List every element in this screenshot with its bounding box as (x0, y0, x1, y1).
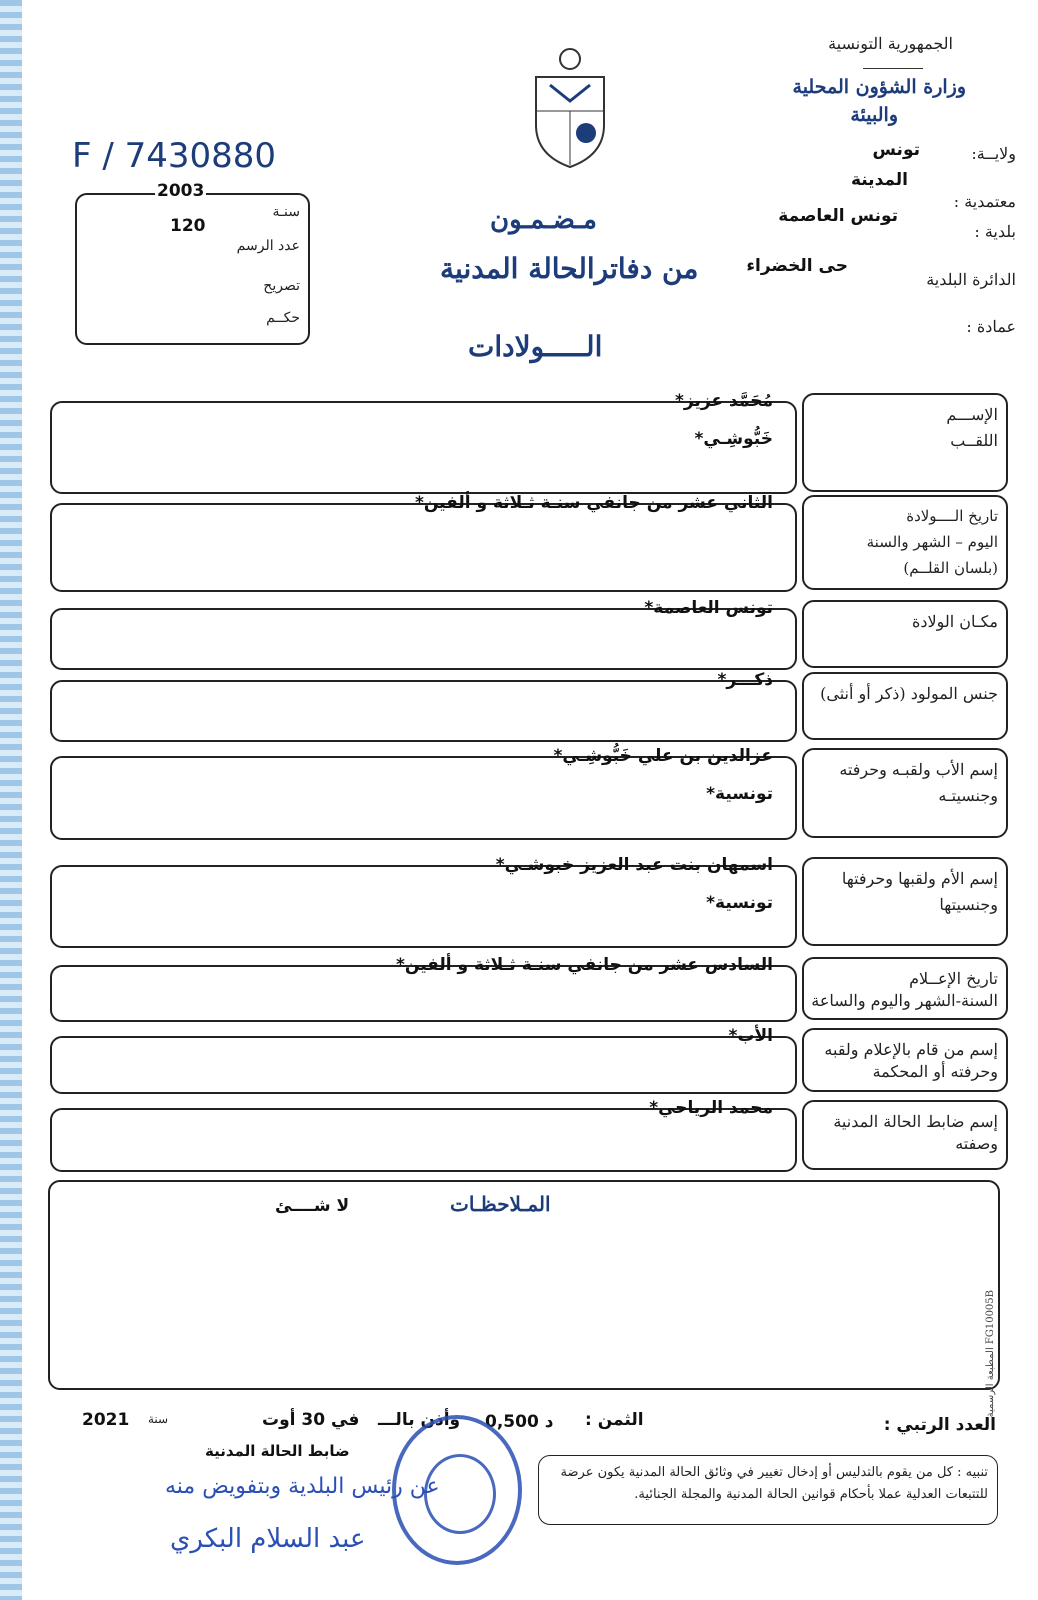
field-value: اسمهان بنت عبد العزيز خبوشـي* (495, 855, 773, 875)
delegation-stamp: عن رئيس البلدية وبتفويض منه (165, 1474, 440, 1499)
field-value-box (50, 401, 797, 494)
field-label: (بلسان القلــم) (903, 559, 998, 577)
price-value: 0,500 د (485, 1412, 554, 1432)
field-label: إسم من قام بالإعلام ولقبه (824, 1040, 998, 1059)
serial-number: F / 7430880 (72, 136, 277, 176)
title-line2: من دفاترالحالة المدنية (440, 252, 699, 285)
serial-no-label: العدد الرتبي : (883, 1415, 996, 1435)
daira-label: الدائرة البلدية (926, 270, 1016, 289)
field-value: تونسية* (706, 784, 773, 804)
field-value: ذكـــر* (717, 670, 773, 690)
field-label: وجنسيتـه (938, 786, 998, 805)
field-value: الثاني عشر من جانفي سنـة ثـلاثة و ألفين* (414, 493, 773, 513)
field-value: مُحَمَّد عزيز* (675, 391, 773, 411)
omada-label: عمادة : (966, 317, 1016, 336)
field-label: مكـان الولادة (911, 612, 998, 631)
ministry-name: وزارة الشؤون المحلية (792, 76, 966, 98)
ministry-name-2: والبيئة (850, 104, 898, 126)
issue-date: في 30 أوت (262, 1410, 360, 1430)
field-label: تاريخ الــــولادة (906, 507, 998, 525)
field-value: تونسية* (706, 893, 773, 913)
remarks-value: لا شــــئ (275, 1196, 350, 1216)
field-label: إسم الأب ولقبـه وحرفته (839, 760, 998, 779)
official-seal (392, 1415, 522, 1565)
field-value-box (50, 680, 797, 742)
coat-of-arms-emblem (530, 45, 610, 170)
field-value-box (50, 1036, 797, 1094)
security-border (0, 0, 22, 1600)
warning-text: تنبيه : كل من يقوم بالتدليس أو إدخال تغيير في وثائق الحالة المدنية يكون عرضة للتتبعات العدلية عملا بأحكام قوانين الحالة المدنية والمجلة الجنائية. (560, 1465, 988, 1503)
field-label: تاريخ الإعــلام (909, 969, 998, 988)
field-label: السنة-الشهر واليوم والساعة (811, 991, 998, 1010)
field-value: محمد الرياحي* (649, 1098, 773, 1118)
field-label: الإســـم (946, 405, 998, 424)
wilaya-value: تونس (872, 140, 920, 160)
price-label: الثمن : (585, 1410, 644, 1430)
motamadia-value: المدينة (850, 170, 908, 190)
divider (863, 68, 923, 69)
number-label: عدد الرسم (236, 238, 300, 254)
field-label: اليوم – الشهر والسنة (866, 533, 998, 551)
declaration-label: تصريح (263, 278, 300, 294)
field-value: عزالدين بن علي خَبُّوشِـي* (553, 746, 773, 766)
field-value-box (50, 756, 797, 840)
field-label: وجنسيتها (939, 895, 998, 914)
field-label: وصفته (955, 1134, 998, 1153)
year-label-footer: سنة (148, 1412, 169, 1426)
judgment-label: حكــم (266, 310, 300, 326)
registry-year: 2003 (157, 181, 205, 201)
motamadia-label: معتمدية : (953, 192, 1016, 211)
wilaya-label: ولايــة: (971, 144, 1016, 163)
field-value: السادس عشر من جانفي سنـة ثـلاثة و ألفين* (396, 955, 773, 975)
field-label: وحرفته أو المحكمة (872, 1062, 998, 1081)
field-value-box (50, 865, 797, 948)
issued-label: وأذن بالـــ (378, 1410, 461, 1430)
field-label: اللقــب (950, 431, 998, 450)
officer-title: ضابط الحالة المدنية (205, 1442, 350, 1460)
field-label: جنس المولود (ذكر أو أنثى) (820, 684, 998, 703)
field-value: تونس العاصمة* (644, 598, 773, 618)
printer-mark: المطبعة الرسمية FG10005B (985, 1290, 996, 1418)
field-label: إسم الأم ولقبها وحرفتها (841, 869, 998, 888)
registry-number: 120 (170, 216, 206, 236)
issue-year: 2021 (82, 1410, 130, 1430)
title-line1: مـضـمـون (490, 205, 597, 235)
baladia-label: بلدية : (974, 222, 1016, 241)
title-line3: الـــــولادات (468, 330, 603, 363)
field-value: الأب* (728, 1026, 773, 1046)
field-label: إسم ضابط الحالة المدنية (833, 1112, 998, 1131)
field-value-box (50, 503, 797, 592)
signer-stamp: عبد السلام البكري (170, 1524, 366, 1554)
field-value: خَبُّوشِـي* (694, 429, 773, 449)
daira-value: حى الخضراء (746, 256, 848, 276)
baladia-value: تونس العاصمة (778, 206, 898, 226)
remarks-label: المـلاحظـات (450, 1192, 551, 1216)
republic-name: الجمهورية التونسية (828, 34, 953, 53)
year-label: سنـة (272, 204, 300, 220)
